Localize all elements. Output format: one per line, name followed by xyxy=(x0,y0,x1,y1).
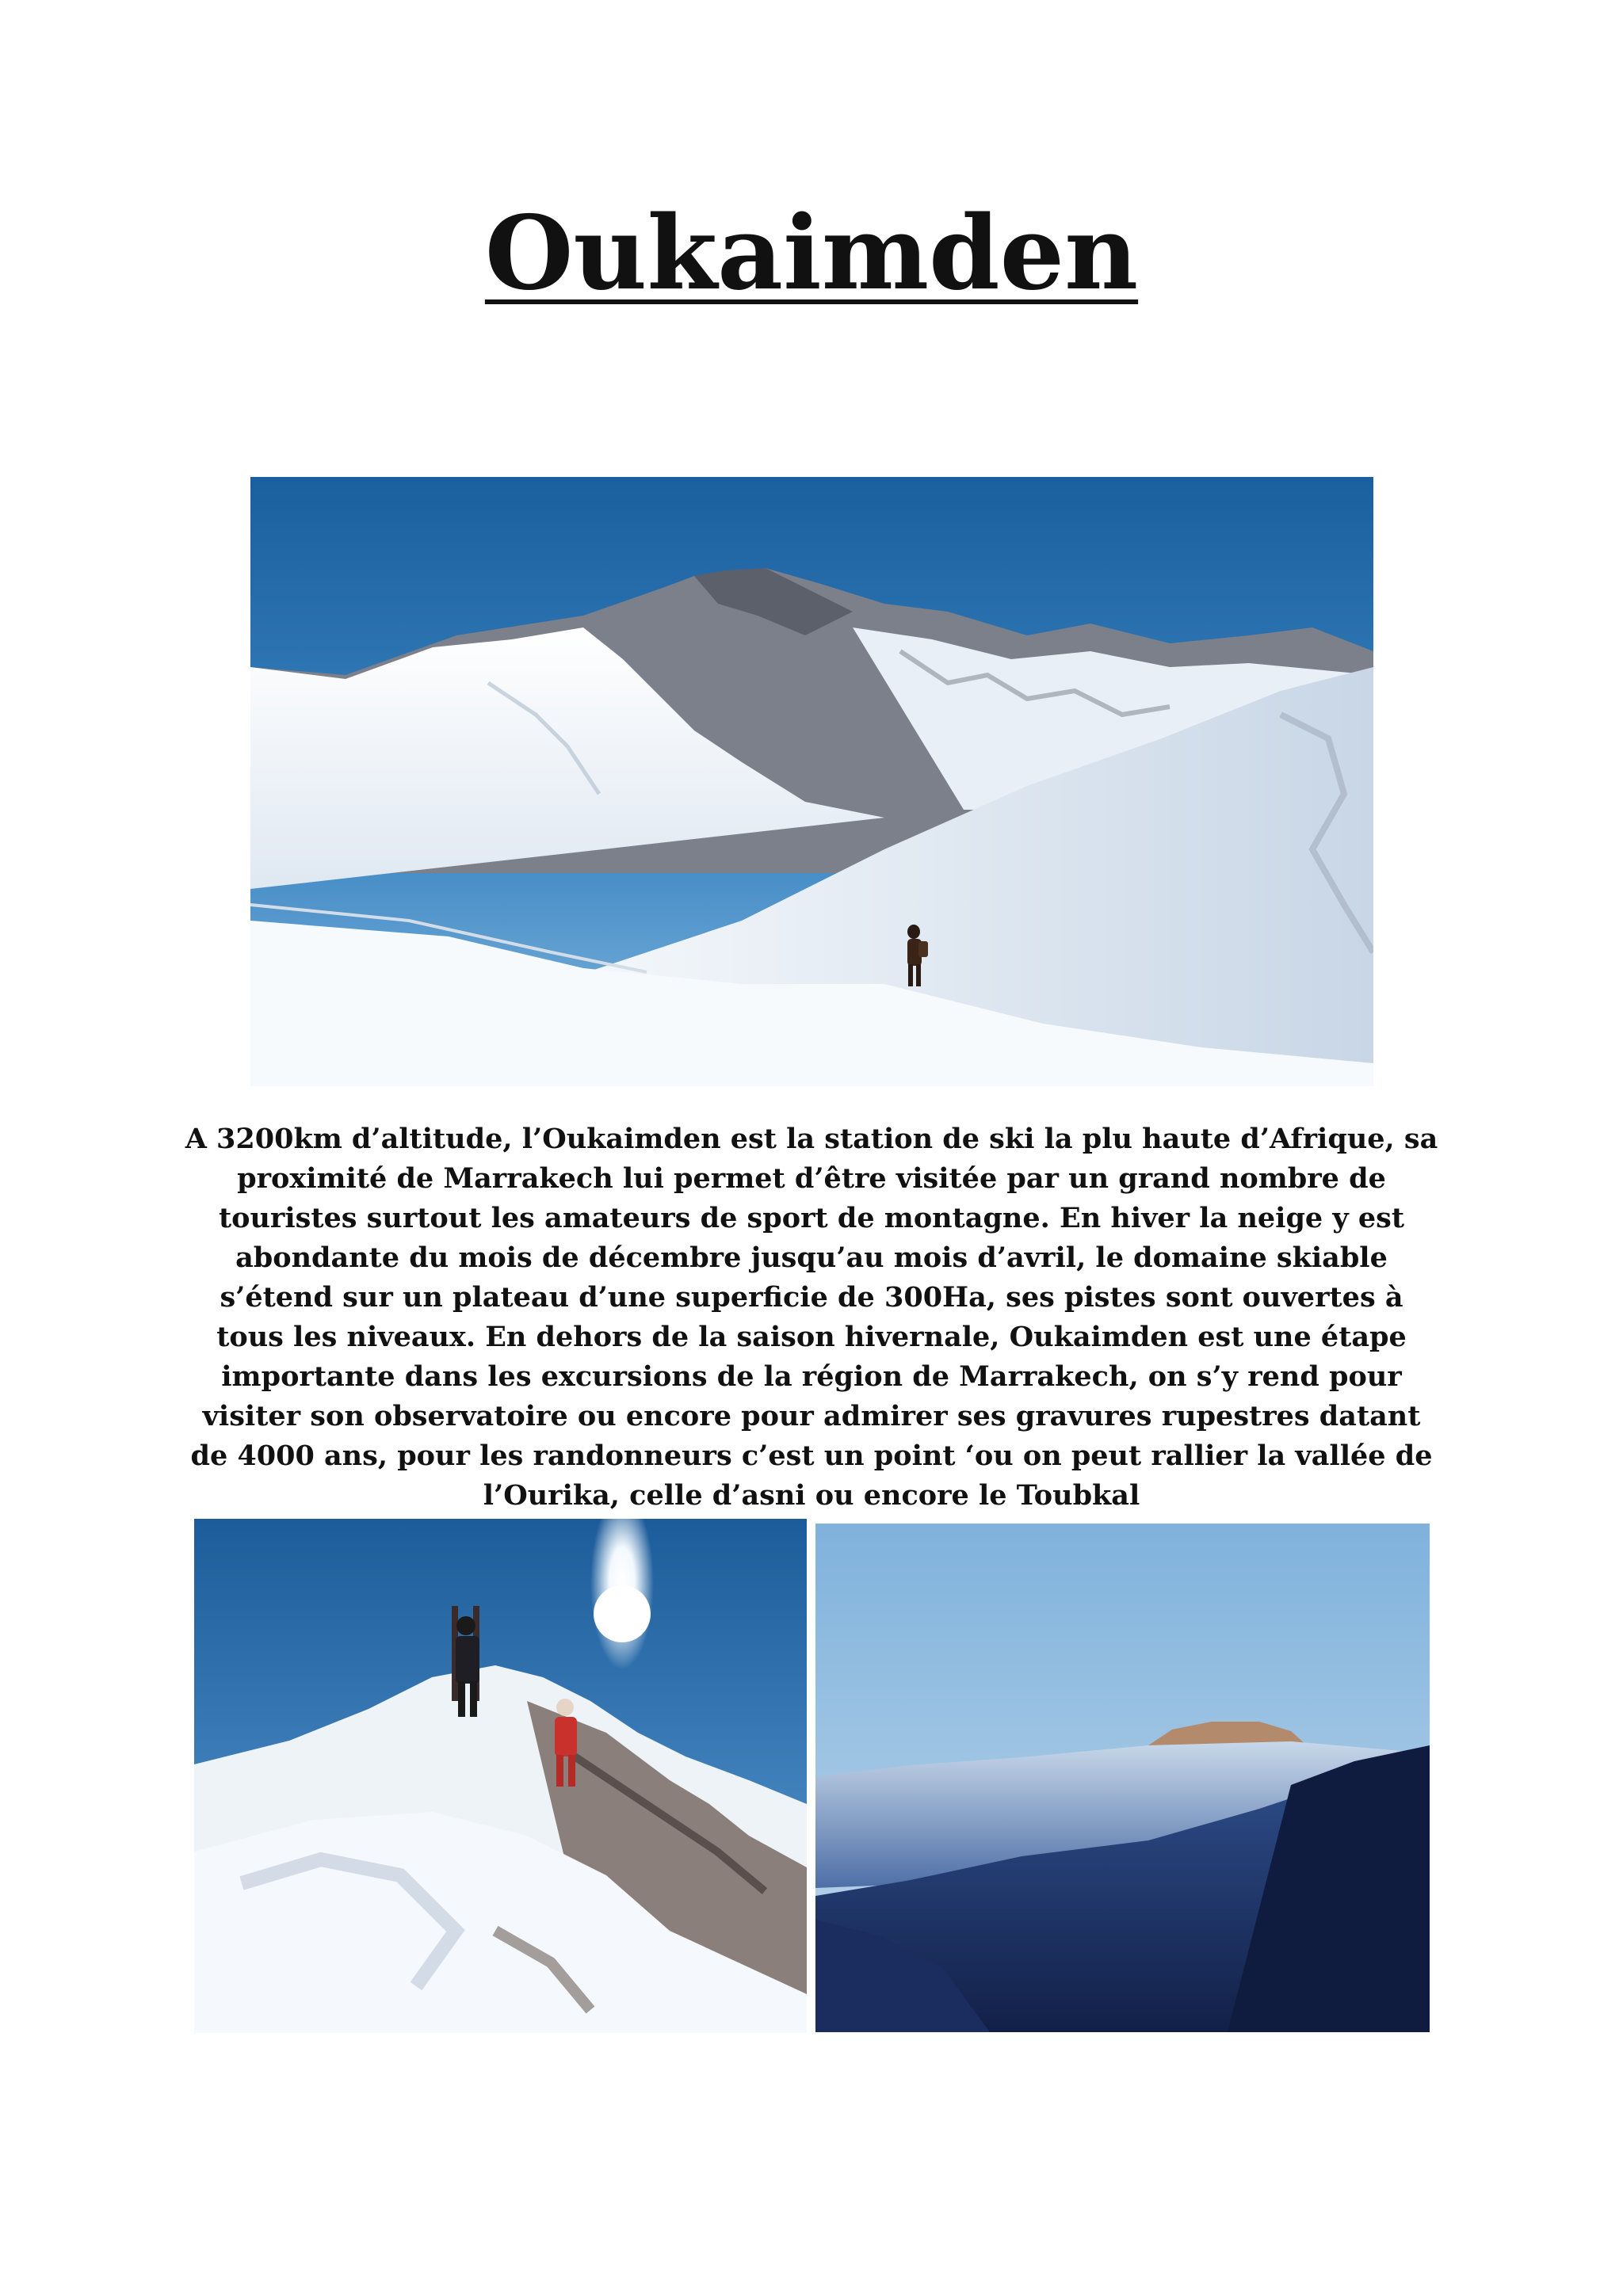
snowy-mountain-photo xyxy=(250,477,1373,1086)
page-title: Oukaimden xyxy=(484,194,1139,313)
snowy-mountain-illustration xyxy=(250,477,1373,1086)
skiers-summit-photo xyxy=(194,1519,807,2033)
summit-clouds-illustration xyxy=(815,1524,1430,2032)
skiers-summit-illustration xyxy=(194,1519,807,2033)
description-paragraph: A 3200km d’altitude, l’Oukaimden est la station de ski la plu haute d’Afrique, sa proximité de Marrakech lui permet d’être visitée par un grand nombre de touristes surtout les amateurs de sport de montagne. En hiver la neige y est abondante du mois de décembre jusqu’au mois d’avril, le domaine skiable s’étend sur un plateau d’une superficie de 300Ha, ses pistes sont ouvertes à tous les niveaux. En dehors de la saison hivernale, Oukaimden est une étape importante dans les excursions de la région de Marrakech, on s’y rend pour visiter son observatoire ou encore pour admirer ses gravures rupestres datant de 4000 ans, pour les randonneurs c’est un point ‘ou on peut rallier la vallée de l’Ourika, celle d’asni ou encore le Toubkal xyxy=(185,1123,1438,1512)
summit-clouds-photo xyxy=(815,1524,1430,2032)
